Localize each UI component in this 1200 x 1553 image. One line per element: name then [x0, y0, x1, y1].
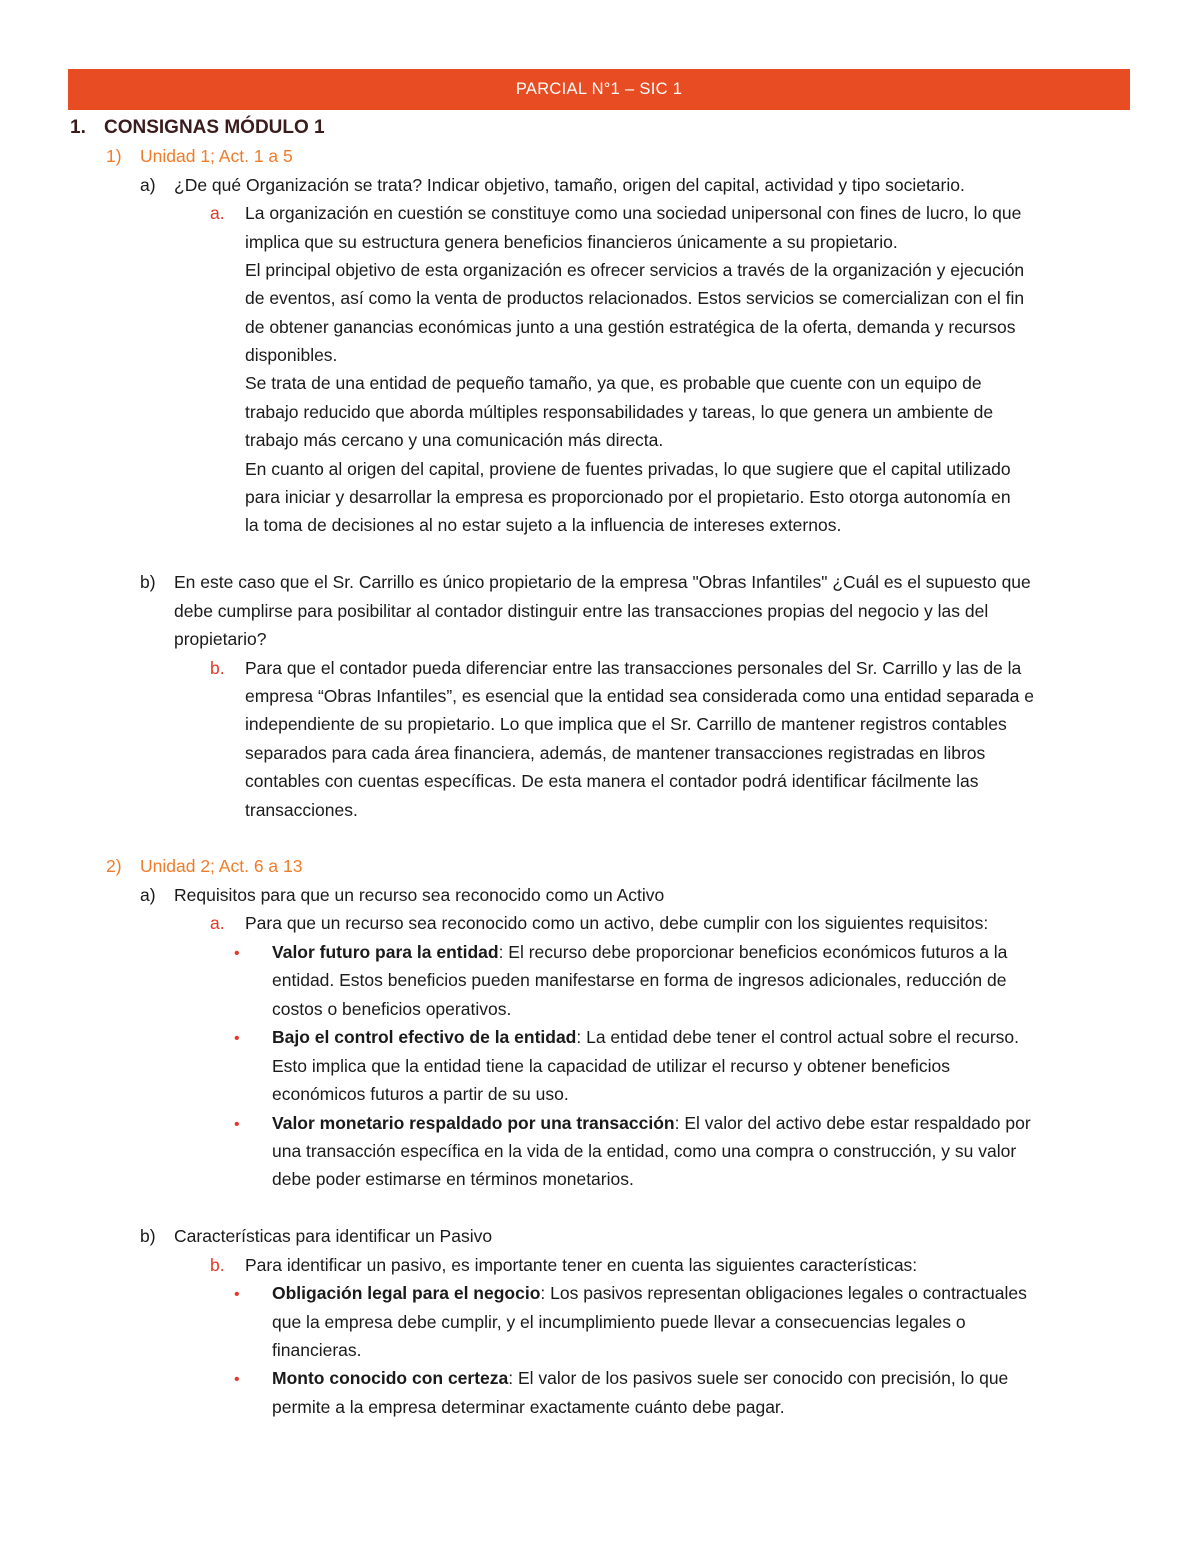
answer-1b-line: transacciones. — [245, 800, 358, 820]
bullet-line: que la empresa debe cumplir, y el incumplimiento puede llevar a consecuencias legales o — [272, 1312, 966, 1332]
bullet-term: Obligación legal para el negocio — [272, 1283, 541, 1303]
answer-2b-marker: b. — [210, 1255, 225, 1275]
question-2b-text: Características para identificar un Pasivo — [174, 1226, 493, 1246]
answer-1a-line: disponibles. — [245, 345, 338, 365]
answer-1a-line: de obtener ganancias económicas junto a una gestión estratégica de la oferta, demanda y recursos — [245, 317, 1016, 337]
bullet-item — [234, 1023, 1019, 1053]
unit-1-number: 1) — [106, 146, 122, 166]
bullet-line: entidad. Estos beneficios pueden manifestarse en forma de ingresos adicionales, reducción de — [272, 970, 1007, 990]
answer-2a-marker: a. — [210, 913, 225, 933]
answer-2a-intro — [210, 909, 988, 937]
answer-1a-line: de eventos, así como la venta de productos relacionados. Estos servicios se comercializan con el fin — [245, 288, 1025, 308]
question-2a-text: Requisitos para que un recurso sea reconocido como un Activo — [174, 885, 665, 905]
bullet-dot-icon: • — [234, 1286, 240, 1303]
answer-1b-line-0 — [210, 654, 1021, 682]
question-2b-number: b) — [140, 1226, 156, 1246]
answer-1a-line-0 — [210, 199, 1021, 227]
unit-2-title: Unidad 2; Act. 6 a 13 — [140, 856, 303, 876]
bullet-dot-icon: • — [234, 1116, 240, 1133]
answer-2b-intro-text: Para identificar un pasivo, es importante tener en cuenta las siguientes características: — [245, 1255, 918, 1275]
question-1a — [140, 171, 965, 199]
answer-2b-intro — [210, 1251, 917, 1279]
bullet-line: una transacción específica en la vida de la entidad, como una compra o construcción, y su valor — [272, 1141, 1017, 1161]
answer-1a-marker: a. — [210, 203, 225, 223]
answer-1a-line: En cuanto al origen del capital, proviene de fuentes privadas, lo que sugiere que el capital utilizado — [245, 459, 1011, 479]
answer-1b-marker: b. — [210, 658, 225, 678]
answer-1a-line: Se trata de una entidad de pequeño tamaño, ya que, es probable que cuente con un equipo de — [245, 373, 982, 393]
answer-1a-line: trabajo reducido que aborda múltiples responsabilidades y tareas, lo que genera un ambiente de — [245, 402, 994, 422]
bullet-item — [234, 1364, 1008, 1394]
document-title: PARCIAL N°1 – SIC 1 — [515, 80, 683, 98]
answer-1b-line: empresa “Obras Infantiles”, es esencial que la entidad sea considerada como una entidad separada e — [245, 686, 1034, 706]
unit-1-heading — [106, 142, 293, 170]
bullet-text: : El recurso debe proporcionar beneficios económicos futuros a la — [498, 942, 1008, 962]
answer-1a-text: La organización en cuestión se constituye como una sociedad unipersonal con fines de lucro, lo que — [245, 203, 1022, 223]
answer-1b-line: contables con cuentas específicas. De esta manera el contador podrá identificar fácilmente las — [245, 771, 979, 791]
bullet-dot-icon: • — [234, 1030, 240, 1047]
bullet-term: Valor futuro para la entidad — [272, 942, 499, 962]
bullet-dot-icon: • — [234, 1371, 240, 1388]
bullet-line: económicos futuros a partir de su uso. — [272, 1084, 569, 1104]
section-heading — [70, 114, 325, 142]
question-2b — [140, 1222, 492, 1250]
question-1b-line: propietario? — [174, 629, 267, 649]
question-2a-number: a) — [140, 885, 156, 905]
answer-2a-intro-text: Para que un recurso sea reconocido como un activo, debe cumplir con los siguientes requisitos: — [245, 913, 989, 933]
answer-1a-line: la toma de decisiones al no estar sujeto a la influencia de intereses externos. — [245, 515, 842, 535]
answer-1b-line: separados para cada área financiera, además, de mantener transacciones registradas en libros — [245, 743, 986, 763]
bullet-term: Valor monetario respaldado por una transacción — [272, 1113, 675, 1133]
answer-1a-line: trabajo más cercano y una comunicación más directa. — [245, 430, 664, 450]
question-1a-text: ¿De qué Organización se trata? Indicar objetivo, tamaño, origen del capital, actividad y tipo societario. — [174, 175, 965, 195]
answer-1a-line: El principal objetivo de esta organización es ofrecer servicios a través de la organización y ejecución — [245, 260, 1025, 280]
bullet-dot-icon: • — [234, 945, 240, 962]
bullet-line: costos o beneficios operativos. — [272, 999, 512, 1019]
bullet-item — [234, 1279, 1027, 1309]
question-1b-line: debe cumplirse para posibilitar al contador distinguir entre las transacciones propias del negocio y las del — [174, 601, 989, 621]
answer-1b-line: independiente de su propietario. Lo que implica que el Sr. Carrillo de mantener registros contables — [245, 714, 1007, 734]
bullet-item — [234, 938, 1007, 968]
question-1b-number: b) — [140, 572, 156, 592]
question-2a — [140, 881, 664, 909]
answer-1a-line: implica que su estructura genera beneficios financieros únicamente a su propietario. — [245, 232, 898, 252]
bullet-line: financieras. — [272, 1340, 362, 1360]
bullet-text: : Los pasivos representan obligaciones legales o contractuales — [540, 1283, 1027, 1303]
section-title: CONSIGNAS MÓDULO 1 — [104, 117, 325, 138]
unit-2-heading — [106, 852, 302, 880]
question-1a-number: a) — [140, 175, 156, 195]
bullet-term: Bajo el control efectivo de la entidad — [272, 1027, 577, 1047]
answer-1a-line: para iniciar y desarrollar la empresa es proporcionado por el propietario. Esto otorga autonomía en — [245, 487, 1011, 507]
bullet-text: : La entidad debe tener el control actual sobre el recurso. — [576, 1027, 1020, 1047]
unit-1-title: Unidad 1; Act. 1 a 5 — [140, 146, 293, 166]
bullet-term: Monto conocido con certeza — [272, 1368, 509, 1388]
section-number: 1. — [70, 117, 86, 138]
bullet-line: debe poder estimarse en términos monetarios. — [272, 1169, 634, 1189]
question-1b — [140, 568, 1031, 596]
bullet-line: permite a la empresa determinar exactamente cuánto debe pagar. — [272, 1397, 785, 1417]
question-1b-text: En este caso que el Sr. Carrillo es único propietario de la empresa "Obras Infantiles" ¿Cuál es el supuesto que — [174, 572, 1031, 592]
bullet-line: Esto implica que la entidad tiene la capacidad de utilizar el recurso y obtener beneficios — [272, 1056, 951, 1076]
answer-1b-text: Para que el contador pueda diferenciar entre las transacciones personales del Sr. Carrillo y las de la — [245, 658, 1022, 678]
title-banner — [68, 69, 1130, 110]
bullet-text: : El valor del activo debe estar respaldado por — [674, 1113, 1031, 1133]
bullet-item — [234, 1109, 1031, 1139]
unit-2-number: 2) — [106, 856, 122, 876]
bullet-text: : El valor de los pasivos suele ser conocido con precisión, lo que — [508, 1368, 1009, 1388]
